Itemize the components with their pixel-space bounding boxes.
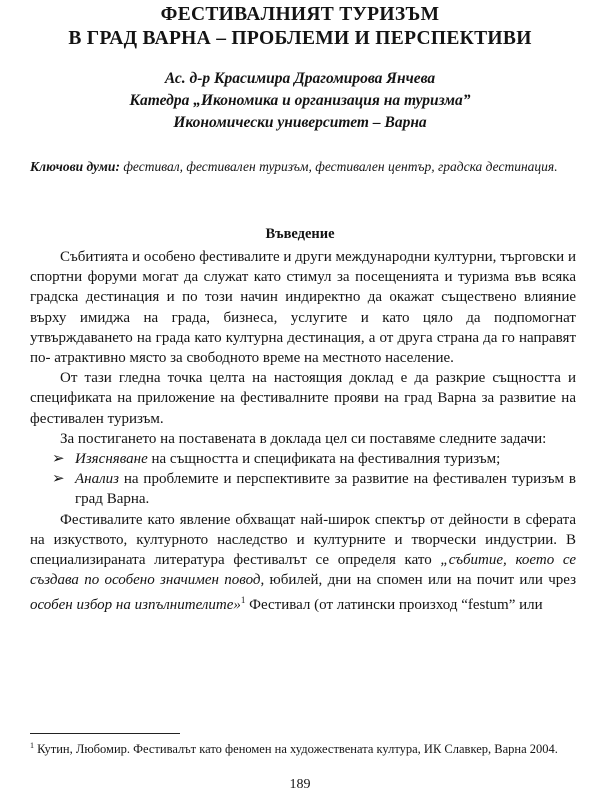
arrow-bullet-icon: ➢ bbox=[52, 471, 65, 488]
paper-title-line-2: В ГРАД ВАРНА – ПРОБЛЕМИ И ПЕРСПЕКТИВИ bbox=[68, 28, 532, 49]
footnote-reference[interactable]: 1 bbox=[240, 595, 246, 606]
section-heading-introduction: Въведение bbox=[265, 226, 335, 242]
task-item-2 bbox=[30, 469, 576, 509]
paper-title-line-1: ФЕСТИВАЛНИЯТ ТУРИЗЪМ bbox=[160, 4, 440, 25]
page-number: 189 bbox=[289, 777, 311, 792]
paragraph-3: За постигането на поставената в доклада цел си поставяме следните задачи: bbox=[60, 430, 547, 447]
p6-mid: , юбилей, дни на спомен или на почит или чрез bbox=[260, 572, 576, 589]
task-2-lead: Анализ bbox=[75, 471, 119, 488]
keywords-label: Ключови думи: bbox=[30, 159, 120, 174]
body-text bbox=[30, 247, 576, 616]
arrow-bullet-icon: ➢ bbox=[52, 451, 65, 468]
footnote-mark: 1 bbox=[30, 741, 34, 750]
author-university: Икономически университет – Варна bbox=[173, 114, 427, 131]
task-item-1 bbox=[30, 449, 576, 469]
task-1-lead: Изясняване bbox=[75, 451, 148, 468]
author-name: Ас. д-р Красимира Драгомирова Янчева bbox=[164, 70, 436, 87]
p6-quote-1: „събитие, което се създава по особено значимен повод bbox=[30, 552, 576, 589]
p6-start: Фестивалите като явление обхващат най-широк спектър от дейности в сферата на изкуството, културното наследство и културните и творчески индустрии. В специализираната литература фестивалът се определя като bbox=[30, 511, 576, 569]
p6-quote-2: особен избор на изпълнителите» bbox=[30, 597, 241, 614]
p6-end: Фестивал (от латински произход “festum” или bbox=[245, 597, 543, 614]
paragraph-2: От тази гледна точка целта на настоящия доклад е да разкрие същността и спецификата на приложение на фестивалните прояви на град Варна за развитие на фестивален туризъм. bbox=[30, 370, 576, 427]
author-department: Катедра „Икономика и организация на туризма” bbox=[129, 92, 471, 109]
footnote-divider bbox=[30, 733, 180, 734]
task-1-text: на същността и спецификата на фестивалния туризъм; bbox=[147, 451, 501, 468]
keywords-text: фестивал, фестивален туризъм, фестивален център, градска дестинация. bbox=[119, 159, 558, 174]
keywords bbox=[30, 157, 575, 177]
paragraph-6 bbox=[30, 510, 576, 616]
footnote-text: Кутин, Любомир. Фестивалът като феномен на художествената култура, ИК Славкер, Варна 2004. bbox=[34, 742, 558, 757]
paragraph-1: Събитията и особено фестивалите и други международни културни, търговски и спортни форуми могат да служат като стимул за посещенията и туризма във всяка градска дестинация и по този начин индиректно да окажат съществено влияние върху имиджа на града, бизнеса, услугите и като цяло да подпомогнат утвърждаването на града като културна дестинация, а от друга страна да го направят по- атрактивно място за свободното време на местното население. bbox=[30, 249, 576, 367]
footnote bbox=[30, 737, 576, 758]
task-2-text: на проблемите и перспективите за развитие на фестивален туризъм в град Варна. bbox=[75, 471, 576, 508]
